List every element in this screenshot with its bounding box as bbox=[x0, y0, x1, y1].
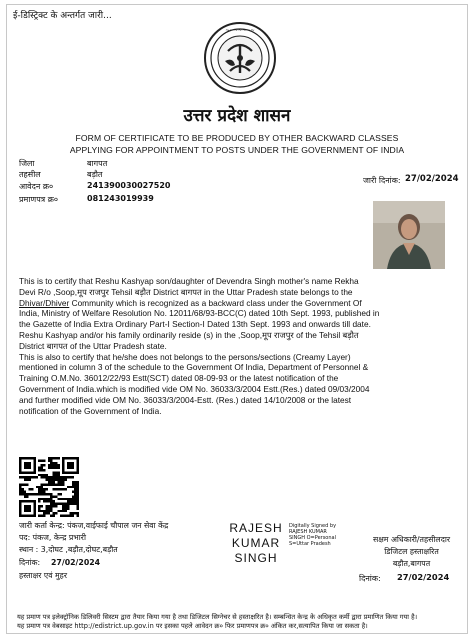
svg-text:~~~~~~~: ~~~~~~~ bbox=[225, 28, 255, 34]
body-line: Devi R/o ,Soop,मूप राजपुर Tehsil बड़ौत District बागपत in the Uttar Pradesh state belongs to the bbox=[19, 286, 353, 297]
district-value: बागपत bbox=[87, 159, 108, 168]
body-line: Training O.M.No. 36012/22/93 Estt(SCT) dated 08-09-93 or the latest notification of the bbox=[19, 373, 339, 384]
issue-date-label: जारी दिनांक: bbox=[363, 176, 401, 185]
form-title-line-1: FORM OF CERTIFICATE TO BE PRODUCED BY OTHER BACKWARD CLASSES bbox=[75, 133, 399, 143]
application-number-label: आवेदन क्र० bbox=[19, 182, 54, 191]
body-line: the Gazette of India Extra Ordinary Part-I Section-I Dated 13th Sept. 1993 and onwards till date. bbox=[19, 319, 371, 330]
certificate-page bbox=[6, 4, 468, 634]
ds-line: S=Uttar Pradesh bbox=[289, 541, 331, 547]
caste-name: Dhivar/Dhiver bbox=[19, 297, 70, 308]
authority-date-value: 27/02/2024 bbox=[397, 572, 450, 582]
body-line: notification of the Government of India. bbox=[19, 405, 162, 416]
applicant-photo bbox=[373, 201, 445, 269]
tehsil-label: तहसील bbox=[19, 170, 41, 179]
body-line: This is to certify that Reshu Kashyap son/daughter of Devendra Singh mother's name Rekha bbox=[19, 276, 359, 286]
certificate-number-value: 081243019939 bbox=[87, 194, 154, 203]
issuing-post: पद: पंकज, केन्द्र प्रभारी bbox=[19, 533, 86, 542]
ds-line: Digitally Signed by bbox=[289, 523, 337, 529]
government-title: उत्तर प्रदेश शासन bbox=[183, 106, 291, 126]
footer-line-1: यह प्रमाण पत्र इलेक्ट्रॉनिक डिलिवरी सिस्टम द्वारा तैयार किया गया है तथा डिजिटल सिग्नेचर से हस्ताक्षरित है। सम्बन्धित केन्द्र के अधिकृत कर्मी द्वारा प्रमाणित किया गया है। bbox=[17, 613, 418, 621]
application-number-value: 241390030027520 bbox=[87, 181, 171, 190]
body-line: India, Ministry of Welfare Resolution No. 12011/68/93-BCC(C) dated 10th Sept. 1993, published in bbox=[19, 308, 380, 319]
ds-line: RAJESH KUMAR bbox=[289, 529, 327, 535]
signer-name-3: SINGH bbox=[234, 551, 278, 565]
body-line bbox=[19, 298, 459, 309]
certificate-number-label: प्रमाणपत्र क्र० bbox=[19, 195, 58, 204]
body-line: Reshu Kashyap and/or his family ordinarily reside (s) in the ,Soop,मूप राजपुर of the Tehsil बड़ौत bbox=[19, 329, 359, 340]
issue-date-value: 27/02/2024 bbox=[405, 174, 459, 184]
authority-place: बड़ौत,बागपत bbox=[392, 559, 431, 568]
body-line: Government of India.which is modified vide OM No. 36033/3/2004 Estt.(Res.) dated 09/03/2004 bbox=[19, 383, 370, 394]
authority-date-label: दिनांक: bbox=[359, 574, 381, 583]
certificate-body bbox=[19, 276, 459, 416]
verification-qr-code bbox=[19, 457, 79, 517]
body-line: This is also to certify that he/she does not belongs to the persons/sections (Creamy Layer) bbox=[19, 351, 351, 362]
csc-date-label: दिनांक: bbox=[19, 558, 41, 567]
signer-name-2: KUMAR bbox=[231, 536, 281, 550]
authority-title: सक्षम अधिकारी/तहसीलदार bbox=[372, 535, 451, 544]
digital-signature-details bbox=[289, 523, 359, 547]
district-label: जिला bbox=[19, 159, 35, 168]
ds-line: SINGH O=Personal bbox=[289, 535, 336, 541]
body-line: District बागपत of the Uttar Pradesh state. bbox=[19, 340, 167, 351]
form-title-line-2: APPLYING FOR APPOINTMENT TO POSTS UNDER THE GOVERNMENT OF INDIA bbox=[69, 145, 405, 155]
footer-line-2: यह प्रमाण पत्र वेबसाइट http://edistrict.up.gov.in पर इसका पहले आवेदन क्र० फिर प्रमाणपत्र क्र० अंकित कर,सत्यापित किया जा सकता है। bbox=[17, 622, 368, 630]
issuing-centre: जारी कर्ता केन्द्र: पंकज,वाईफाई चौपाल जन सेवा केंद्र bbox=[19, 521, 169, 530]
authority-digitally-signed: डिजिटल हस्ताक्षरित bbox=[384, 547, 439, 556]
csc-date-value: 27/02/2024 bbox=[51, 558, 101, 567]
tehsil-value: बड़ौत bbox=[87, 170, 103, 179]
footer-note bbox=[17, 613, 461, 631]
signature-seal-label: हस्ताक्षर एवं मुहर bbox=[19, 571, 68, 580]
body-line: and further modified vide OM No. 36033/3/2004-Estt. (Res.) dated 14/10/2008 or the latest bbox=[19, 394, 352, 405]
body-line-rest: Community which is recognized as a backward class under the Government Of bbox=[69, 297, 362, 308]
up-emblem-icon bbox=[203, 21, 277, 95]
body-line: mentioned in column 3 of the schedule to the Government Of India, Department of Personnel & bbox=[19, 362, 369, 373]
signer-name-1: RAJESH bbox=[229, 521, 283, 535]
issued-under-note: ई-डिस्ट्रिक्ट के अन्तर्गत जारी... bbox=[13, 11, 112, 21]
issuing-place: स्थान : 3,दोघट ,बड़ौत,दोघट,बड़ौत bbox=[19, 545, 118, 554]
